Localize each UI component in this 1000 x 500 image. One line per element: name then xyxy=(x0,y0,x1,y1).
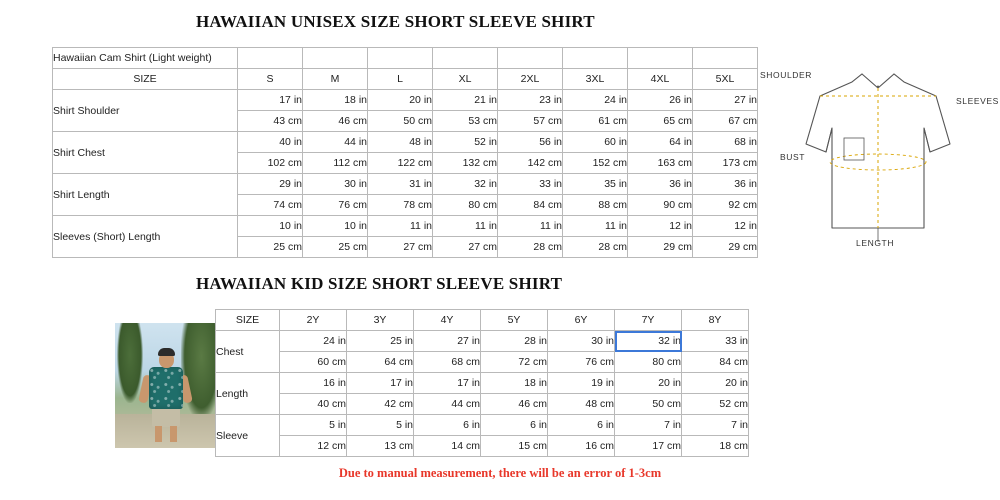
cell-cm: 152 cm xyxy=(563,153,628,174)
cell-in: 11 in xyxy=(498,216,563,237)
column-header-3xl: 3XL xyxy=(563,69,628,90)
photo-leg-right xyxy=(170,426,177,442)
cell-cm: 72 cm xyxy=(481,352,548,373)
column-header-2y: 2Y xyxy=(280,310,347,331)
blank-cell xyxy=(368,48,433,69)
cell-cm: 61 cm xyxy=(563,111,628,132)
cell-in: 20 in xyxy=(682,373,749,394)
photo-foliage-right xyxy=(181,323,215,419)
blank-cell xyxy=(498,48,563,69)
table-row xyxy=(53,174,758,195)
cell-in: 36 in xyxy=(628,174,693,195)
cell-in: 33 in xyxy=(682,331,749,352)
cell-cm: 42 cm xyxy=(347,394,414,415)
cell-in: 36 in xyxy=(693,174,758,195)
photo-shorts xyxy=(152,407,180,427)
column-header-5y: 5Y xyxy=(481,310,548,331)
column-header-4xl: 4XL xyxy=(628,69,693,90)
table-row xyxy=(216,373,749,394)
cell-cm: 76 cm xyxy=(548,352,615,373)
cell-cm: 14 cm xyxy=(414,436,481,457)
cell-in: 18 in xyxy=(303,90,368,111)
row-label: Shirt Length xyxy=(53,174,238,216)
cell-cm: 173 cm xyxy=(693,153,758,174)
cell-in: 18 in xyxy=(481,373,548,394)
cell-cm: 132 cm xyxy=(433,153,498,174)
table-row xyxy=(216,436,749,457)
measurement-disclaimer: Due to manual measurement, there will be an error of 1-3cm xyxy=(338,466,662,480)
column-header-xl: XL xyxy=(433,69,498,90)
column-header-4y: 4Y xyxy=(414,310,481,331)
cell-in: 52 in xyxy=(433,132,498,153)
cell-cm: 84 cm xyxy=(498,195,563,216)
cell-in: 32 in xyxy=(433,174,498,195)
cell-cm: 67 cm xyxy=(693,111,758,132)
cell-cm: 28 cm xyxy=(498,237,563,258)
cell-in: 6 in xyxy=(481,415,548,436)
column-header-l: L xyxy=(368,69,433,90)
blank-cell xyxy=(563,48,628,69)
cell-cm: 50 cm xyxy=(615,394,682,415)
diagram-label-sleeves: SLEEVES xyxy=(956,96,999,106)
cell-in: 64 in xyxy=(628,132,693,153)
blank-cell xyxy=(693,48,758,69)
cell-in: 60 in xyxy=(563,132,628,153)
row-label: Shirt Chest xyxy=(53,132,238,174)
cell-cm: 50 cm xyxy=(368,111,433,132)
column-header-5xl: 5XL xyxy=(693,69,758,90)
cell-cm: 13 cm xyxy=(347,436,414,457)
column-header-8y: 8Y xyxy=(682,310,749,331)
cell-in: 29 in xyxy=(238,174,303,195)
cell-cm: 68 cm xyxy=(414,352,481,373)
table-row-brand xyxy=(53,48,758,69)
table-row-header xyxy=(216,310,749,331)
cell-in: 21 in xyxy=(433,90,498,111)
cell-cm: 92 cm xyxy=(693,195,758,216)
cell-cm: 64 cm xyxy=(347,352,414,373)
cell-cm: 12 cm xyxy=(280,436,347,457)
kid-size-table xyxy=(215,309,749,457)
table-row xyxy=(216,415,749,436)
cell-in: 6 in xyxy=(548,415,615,436)
cell-cm: 48 cm xyxy=(548,394,615,415)
row-label: Chest xyxy=(216,331,280,373)
column-header-7y: 7Y xyxy=(615,310,682,331)
cell-in: 26 in xyxy=(628,90,693,111)
cell-in: 23 in xyxy=(498,90,563,111)
row-label: Length xyxy=(216,373,280,415)
cell-cm: 18 cm xyxy=(682,436,749,457)
photo-hair xyxy=(158,348,175,356)
cell-in: 11 in xyxy=(368,216,433,237)
cell-in: 20 in xyxy=(368,90,433,111)
cell-cm: 60 cm xyxy=(280,352,347,373)
cell-cm: 27 cm xyxy=(368,237,433,258)
cell-cm: 15 cm xyxy=(481,436,548,457)
cell-in: 10 in xyxy=(238,216,303,237)
cell-in: 27 in xyxy=(414,331,481,352)
blank-cell xyxy=(628,48,693,69)
column-header-size: SIZE xyxy=(216,310,280,331)
adult-size-table xyxy=(52,47,758,258)
cell-in: 24 in xyxy=(563,90,628,111)
cell-in: 31 in xyxy=(368,174,433,195)
diagram-label-shoulder: SHOULDER xyxy=(760,70,813,80)
column-header-size: SIZE xyxy=(53,69,238,90)
cell-cm: 78 cm xyxy=(368,195,433,216)
cell-in: 25 in xyxy=(347,331,414,352)
cell-cm: 27 cm xyxy=(433,237,498,258)
cell-cm: 46 cm xyxy=(481,394,548,415)
shirt-measurement-diagram xyxy=(760,52,999,257)
cell-cm: 122 cm xyxy=(368,153,433,174)
cell-in: 17 in xyxy=(238,90,303,111)
cell-cm: 40 cm xyxy=(280,394,347,415)
cell-in: 27 in xyxy=(693,90,758,111)
cell-cm: 17 cm xyxy=(615,436,682,457)
row-label: Sleeves (Short) Length xyxy=(53,216,238,258)
cell-in: 44 in xyxy=(303,132,368,153)
cell-in-selected[interactable]: 32 in xyxy=(615,331,682,352)
cell-in: 7 in xyxy=(615,415,682,436)
blank-cell xyxy=(303,48,368,69)
cell-in: 68 in xyxy=(693,132,758,153)
blank-cell xyxy=(238,48,303,69)
cell-cm: 28 cm xyxy=(563,237,628,258)
cell-cm: 142 cm xyxy=(498,153,563,174)
brand-label: Hawaiian Cam Shirt (Light weight) xyxy=(53,48,238,69)
cell-in: 30 in xyxy=(303,174,368,195)
page-title-adult: HAWAIIAN UNISEX SIZE SHORT SLEEVE SHIRT xyxy=(196,12,595,31)
cell-cm: 163 cm xyxy=(628,153,693,174)
cell-cm: 16 cm xyxy=(548,436,615,457)
cell-in: 16 in xyxy=(280,373,347,394)
kid-model-photo xyxy=(115,323,215,448)
table-row xyxy=(216,394,749,415)
cell-cm: 46 cm xyxy=(303,111,368,132)
cell-in: 56 in xyxy=(498,132,563,153)
cell-cm: 65 cm xyxy=(628,111,693,132)
cell-cm: 80 cm xyxy=(615,352,682,373)
row-label: Sleeve xyxy=(216,415,280,457)
cell-cm: 88 cm xyxy=(563,195,628,216)
cell-cm: 43 cm xyxy=(238,111,303,132)
cell-in: 35 in xyxy=(563,174,628,195)
table-row xyxy=(53,90,758,111)
photo-leg-left xyxy=(155,426,162,442)
cell-in: 17 in xyxy=(347,373,414,394)
table-row xyxy=(216,331,749,352)
cell-in: 40 in xyxy=(238,132,303,153)
blank-cell xyxy=(433,48,498,69)
cell-cm: 76 cm xyxy=(303,195,368,216)
cell-in: 7 in xyxy=(682,415,749,436)
cell-cm: 25 cm xyxy=(303,237,368,258)
cell-cm: 102 cm xyxy=(238,153,303,174)
photo-hawaiian-shirt xyxy=(149,367,183,409)
cell-in: 12 in xyxy=(628,216,693,237)
cell-in: 24 in xyxy=(280,331,347,352)
column-header-3y: 3Y xyxy=(347,310,414,331)
cell-in: 10 in xyxy=(303,216,368,237)
cell-cm: 74 cm xyxy=(238,195,303,216)
cell-cm: 25 cm xyxy=(238,237,303,258)
cell-in: 33 in xyxy=(498,174,563,195)
cell-cm: 53 cm xyxy=(433,111,498,132)
cell-in: 28 in xyxy=(481,331,548,352)
cell-in: 48 in xyxy=(368,132,433,153)
column-header-m: M xyxy=(303,69,368,90)
cell-cm: 29 cm xyxy=(693,237,758,258)
column-header-6y: 6Y xyxy=(548,310,615,331)
cell-in: 5 in xyxy=(280,415,347,436)
cell-cm: 112 cm xyxy=(303,153,368,174)
cell-cm: 80 cm xyxy=(433,195,498,216)
cell-in: 11 in xyxy=(563,216,628,237)
column-header-2xl: 2XL xyxy=(498,69,563,90)
cell-cm: 44 cm xyxy=(414,394,481,415)
cell-in: 20 in xyxy=(615,373,682,394)
cell-in: 11 in xyxy=(433,216,498,237)
diagram-label-length: LENGTH xyxy=(856,238,895,248)
page-title-kid: HAWAIIAN KID SIZE SHORT SLEEVE SHIRT xyxy=(196,274,563,293)
cell-cm: 90 cm xyxy=(628,195,693,216)
cell-in: 17 in xyxy=(414,373,481,394)
column-header-s: S xyxy=(238,69,303,90)
table-row xyxy=(53,216,758,237)
table-row-header xyxy=(53,69,758,90)
photo-foliage-left xyxy=(117,323,143,403)
cell-in: 12 in xyxy=(693,216,758,237)
cell-in: 6 in xyxy=(414,415,481,436)
table-row xyxy=(53,132,758,153)
cell-cm: 84 cm xyxy=(682,352,749,373)
photo-shirt-pattern xyxy=(149,367,183,409)
cell-cm: 52 cm xyxy=(682,394,749,415)
cell-cm: 57 cm xyxy=(498,111,563,132)
cell-in: 5 in xyxy=(347,415,414,436)
diagram-label-bust: BUST xyxy=(780,152,806,162)
table-row xyxy=(216,352,749,373)
row-label: Shirt Shoulder xyxy=(53,90,238,132)
cell-in: 19 in xyxy=(548,373,615,394)
cell-cm: 29 cm xyxy=(628,237,693,258)
cell-in: 30 in xyxy=(548,331,615,352)
